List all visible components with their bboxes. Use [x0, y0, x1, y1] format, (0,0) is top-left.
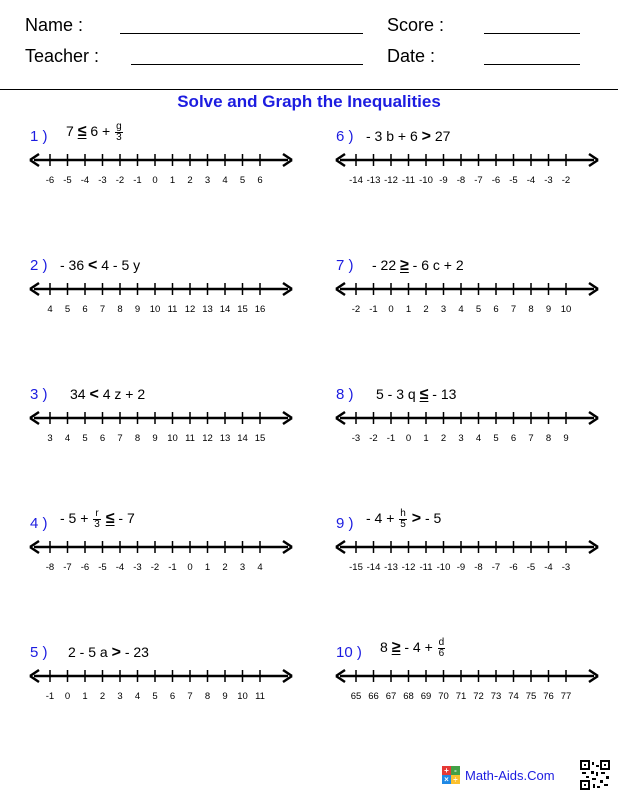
date-label: Date :	[387, 46, 436, 66]
tick-label: -8	[474, 562, 483, 573]
tick-label: -12	[401, 562, 416, 573]
tick-label: 16	[254, 304, 266, 315]
inequality-expression	[66, 122, 124, 143]
problem-number: 6 )	[336, 128, 354, 145]
number-line[interactable]	[30, 537, 292, 577]
math-aids-logo-icon	[442, 766, 460, 784]
tick-label: 13	[202, 304, 213, 315]
problem-6	[336, 128, 616, 198]
tick-label: 13	[219, 433, 231, 444]
expression-text: - 6 c + 2	[408, 257, 464, 273]
tick-label: 7	[187, 691, 193, 702]
tick-label: 5	[82, 433, 88, 444]
tick-label: 4	[222, 175, 228, 186]
tick-label: 67	[385, 691, 397, 702]
problem-number: 8 )	[336, 386, 354, 403]
expression-text: - 4 +	[400, 639, 437, 656]
tick-label: 10	[149, 304, 161, 315]
tick-label: -8	[45, 562, 55, 573]
tick-label: 0	[152, 175, 158, 186]
tick-label: 1	[82, 691, 88, 702]
tick-label: 15	[254, 433, 266, 444]
tick-label: -1	[45, 691, 55, 702]
tick-label: 70	[438, 691, 449, 702]
tick-label: 65	[350, 691, 362, 702]
expression-text: - 13	[428, 386, 457, 402]
fraction-numerator: r	[93, 509, 101, 520]
tick-label: 0	[388, 304, 394, 315]
tick-label: 9	[134, 304, 141, 315]
problem-number: 1 )	[30, 128, 48, 145]
fraction-numerator: h	[400, 508, 406, 519]
tick-label: -5	[509, 175, 518, 186]
tick-label: 3	[458, 433, 464, 444]
fraction	[115, 122, 123, 143]
tick-label: 3	[117, 691, 123, 702]
tick-label: -1	[168, 562, 177, 573]
header-divider	[0, 89, 618, 90]
inequality-sign: >	[111, 644, 121, 661]
number-line[interactable]	[30, 408, 292, 448]
fraction-numerator: g	[116, 121, 122, 132]
number-line[interactable]	[336, 279, 598, 319]
tick-label: 0	[64, 691, 71, 702]
tick-label: 4	[257, 562, 263, 573]
tick-label: 1	[423, 433, 429, 444]
tick-label: -1	[133, 175, 142, 186]
tick-label: 3	[239, 562, 246, 573]
tick-label: 6	[99, 433, 106, 444]
tick-label: 8	[204, 691, 211, 702]
expression-text: 2 - 5 a	[68, 644, 112, 660]
inequality-expression	[376, 386, 456, 404]
tick-label: -2	[561, 175, 571, 186]
tick-label: 74	[508, 691, 519, 702]
tick-label: 4	[475, 433, 482, 444]
expression-text: - 5	[421, 510, 442, 527]
worksheet-title: Solve and Graph the Inequalities	[177, 92, 441, 111]
tick-label: 5	[493, 433, 499, 444]
inequality-expression	[60, 257, 140, 275]
problem-number: 7 )	[336, 257, 354, 274]
tick-label: 66	[368, 691, 379, 702]
tick-label: -3	[561, 562, 571, 573]
tick-label: 3	[204, 175, 211, 186]
tick-label: -14	[349, 175, 363, 186]
expression-text: - 4 +	[366, 510, 399, 527]
tick-label: -5	[63, 175, 72, 186]
number-line[interactable]	[336, 408, 598, 448]
tick-label: 9	[545, 304, 552, 315]
tick-label: 4	[47, 304, 53, 315]
tick-label: -5	[98, 562, 107, 573]
tick-label: -2	[115, 175, 125, 186]
tick-label: 4	[134, 691, 141, 702]
tick-label: 9	[563, 433, 569, 444]
tick-label: 11	[185, 433, 195, 444]
tick-label: 77	[560, 691, 572, 702]
tick-label: -9	[456, 562, 466, 573]
tick-label: 0	[187, 562, 193, 573]
name-label: Name :	[25, 15, 84, 35]
fraction-numerator: d	[438, 637, 445, 648]
tick-label: 2	[440, 433, 447, 444]
tick-label: 2	[187, 175, 193, 186]
number-line[interactable]	[30, 150, 292, 190]
tick-label: 10	[237, 691, 248, 702]
logo-cell: ×	[442, 775, 451, 784]
inequality-expression	[380, 638, 446, 659]
fraction	[93, 509, 101, 530]
tick-label: 2	[222, 562, 228, 573]
tick-label: 6	[169, 691, 176, 702]
fraction-denominator: 3	[94, 519, 100, 530]
tick-label: 5	[475, 304, 482, 315]
tick-label: 11	[255, 691, 265, 702]
tick-label: 0	[405, 433, 412, 444]
problem-2	[30, 257, 310, 327]
tick-label: -6	[45, 175, 55, 186]
tick-label: -9	[439, 175, 448, 186]
expression-text: 34	[70, 386, 90, 402]
tick-label: 71	[455, 691, 467, 702]
expression-text: - 7	[114, 510, 135, 527]
tick-label: 75	[525, 691, 537, 702]
tick-label: 7	[510, 304, 517, 315]
expression-text: 5 - 3 q	[376, 386, 420, 402]
tick-label: 72	[473, 691, 484, 702]
fraction-denominator: 6	[438, 648, 445, 659]
inequality-expression	[372, 257, 464, 275]
tick-label: 8	[528, 304, 534, 315]
problem-5	[30, 644, 310, 714]
tick-label: -3	[351, 433, 361, 444]
tick-label: -4	[115, 562, 125, 573]
tick-label: 12	[202, 433, 213, 444]
expression-text: 4 z + 2	[98, 386, 146, 402]
inequality-sign: >	[421, 128, 431, 145]
tick-label: -12	[384, 175, 398, 186]
number-line[interactable]	[336, 537, 598, 577]
expression-text: - 22	[372, 257, 401, 273]
tick-label: 14	[219, 304, 231, 315]
tick-label: 9	[152, 433, 158, 444]
tick-label: 2	[423, 304, 429, 315]
tick-label: 69	[420, 691, 432, 702]
tick-label: -4	[544, 562, 553, 573]
tick-label: 7	[99, 304, 106, 315]
tick-label: -13	[384, 562, 398, 573]
tick-label: -1	[369, 304, 378, 315]
inequality-expression	[60, 509, 135, 530]
tick-label: 15	[237, 304, 248, 315]
tick-label: 10	[560, 304, 572, 315]
tick-label: 4	[458, 304, 464, 315]
problem-3	[30, 386, 310, 456]
problem-number: 9 )	[336, 515, 354, 532]
footer-site-name: Math-Aids.Com	[465, 768, 555, 783]
tick-label: 8	[545, 433, 552, 444]
inequality-sign: ≥	[400, 257, 409, 274]
tick-label: 2	[99, 691, 106, 702]
tick-label: 4	[64, 433, 71, 444]
problem-10	[336, 637, 616, 714]
name-line[interactable]	[120, 33, 363, 34]
tick-label: 7	[528, 433, 534, 444]
problem-7	[336, 257, 616, 327]
tick-label: 8	[134, 433, 141, 444]
inequality-expression	[70, 386, 145, 404]
tick-label: -3	[544, 175, 553, 186]
expression-text: - 3 b + 6	[366, 128, 422, 144]
inequality-sign: ≤	[419, 386, 429, 403]
inequality-sign: <	[88, 257, 98, 274]
score-line[interactable]	[484, 33, 580, 34]
problem-number: 2 )	[30, 257, 48, 274]
tick-label: 5	[152, 691, 158, 702]
tick-label: 3	[47, 433, 53, 444]
inequality-sign: ≥	[391, 639, 401, 657]
logo-cell: -	[451, 766, 460, 775]
fraction	[399, 509, 407, 530]
tick-label: -2	[150, 562, 160, 573]
problem-number: 5 )	[30, 644, 48, 661]
tick-label: 8	[117, 304, 123, 315]
fraction-denominator: 5	[400, 519, 406, 530]
number-line[interactable]	[336, 666, 598, 706]
tick-label: 12	[184, 304, 196, 315]
problem-8	[336, 386, 616, 456]
tick-label: -6	[491, 175, 501, 186]
tick-label: -4	[80, 175, 90, 186]
tick-label: -3	[133, 562, 142, 573]
qr-code-icon	[580, 760, 610, 790]
tick-label: -2	[369, 433, 378, 444]
tick-label: 14	[237, 433, 248, 444]
tick-label: -7	[63, 562, 72, 573]
tick-label: -14	[366, 562, 381, 573]
tick-label: 5	[239, 175, 246, 186]
tick-label: -4	[526, 175, 536, 186]
tick-label: -1	[386, 433, 396, 444]
inequality-sign: <	[89, 386, 99, 403]
logo-cell: ÷	[451, 775, 460, 784]
tick-label: 6	[257, 175, 263, 186]
number-line[interactable]	[336, 150, 598, 190]
tick-label: 11	[167, 304, 178, 315]
tick-label: 6	[510, 433, 517, 444]
tick-label: -2	[351, 304, 361, 315]
fraction	[438, 638, 446, 659]
inequality-expression	[68, 644, 149, 662]
tick-label: -10	[436, 562, 451, 573]
logo-cell: +	[442, 766, 451, 775]
number-line[interactable]	[30, 279, 292, 319]
tick-label: -11	[401, 175, 416, 186]
inequality-sign: ≤	[105, 510, 115, 528]
number-line[interactable]	[30, 666, 292, 706]
problem-number: 4 )	[30, 515, 48, 532]
fraction-denominator: 3	[116, 132, 122, 143]
expression-text: - 5 +	[60, 510, 93, 527]
tick-label: 1	[204, 562, 211, 573]
tick-label: -5	[526, 562, 536, 573]
expression-text: - 23	[120, 644, 149, 660]
tick-label: 3	[440, 304, 447, 315]
date-line[interactable]	[484, 64, 580, 65]
tick-label: 9	[222, 691, 228, 702]
expression-text: 8	[380, 639, 392, 656]
tick-label: 68	[403, 691, 414, 702]
problem-number: 10 )	[336, 644, 362, 661]
tick-label: 7	[117, 433, 123, 444]
tick-label: 6	[493, 304, 499, 315]
expression-text: 6 +	[86, 123, 115, 140]
tick-label: -6	[80, 562, 90, 573]
inequality-expression	[366, 128, 450, 146]
problem-1	[30, 121, 310, 198]
problem-4	[30, 508, 310, 585]
inequality-sign: ≤	[77, 123, 87, 141]
tick-label: 76	[543, 691, 554, 702]
tick-label: 5	[64, 304, 71, 315]
tick-label: 1	[169, 175, 176, 186]
expression-text: 7	[66, 123, 78, 140]
tick-label: -10	[419, 175, 433, 186]
problem-number: 3 )	[30, 386, 48, 403]
inequality-expression	[366, 509, 441, 530]
teacher-label: Teacher :	[25, 46, 100, 66]
tick-label: 6	[82, 304, 88, 315]
tick-label: -6	[509, 562, 518, 573]
score-label: Score :	[387, 15, 445, 35]
tick-label: -15	[349, 562, 363, 573]
tick-label: -7	[491, 562, 501, 573]
expression-text: 27	[431, 128, 451, 144]
teacher-line[interactable]	[131, 64, 363, 65]
tick-label: -7	[474, 175, 483, 186]
tick-label: 1	[405, 304, 412, 315]
tick-label: -13	[366, 175, 381, 186]
tick-label: 73	[490, 691, 502, 702]
tick-label: -3	[98, 175, 107, 186]
expression-text: - 36	[60, 257, 89, 273]
problem-9	[336, 508, 616, 585]
tick-label: 10	[167, 433, 178, 444]
tick-label: -11	[419, 562, 433, 573]
inequality-sign: >	[411, 510, 422, 528]
tick-label: -8	[456, 175, 466, 186]
expression-text: 4 - 5 y	[97, 257, 141, 273]
